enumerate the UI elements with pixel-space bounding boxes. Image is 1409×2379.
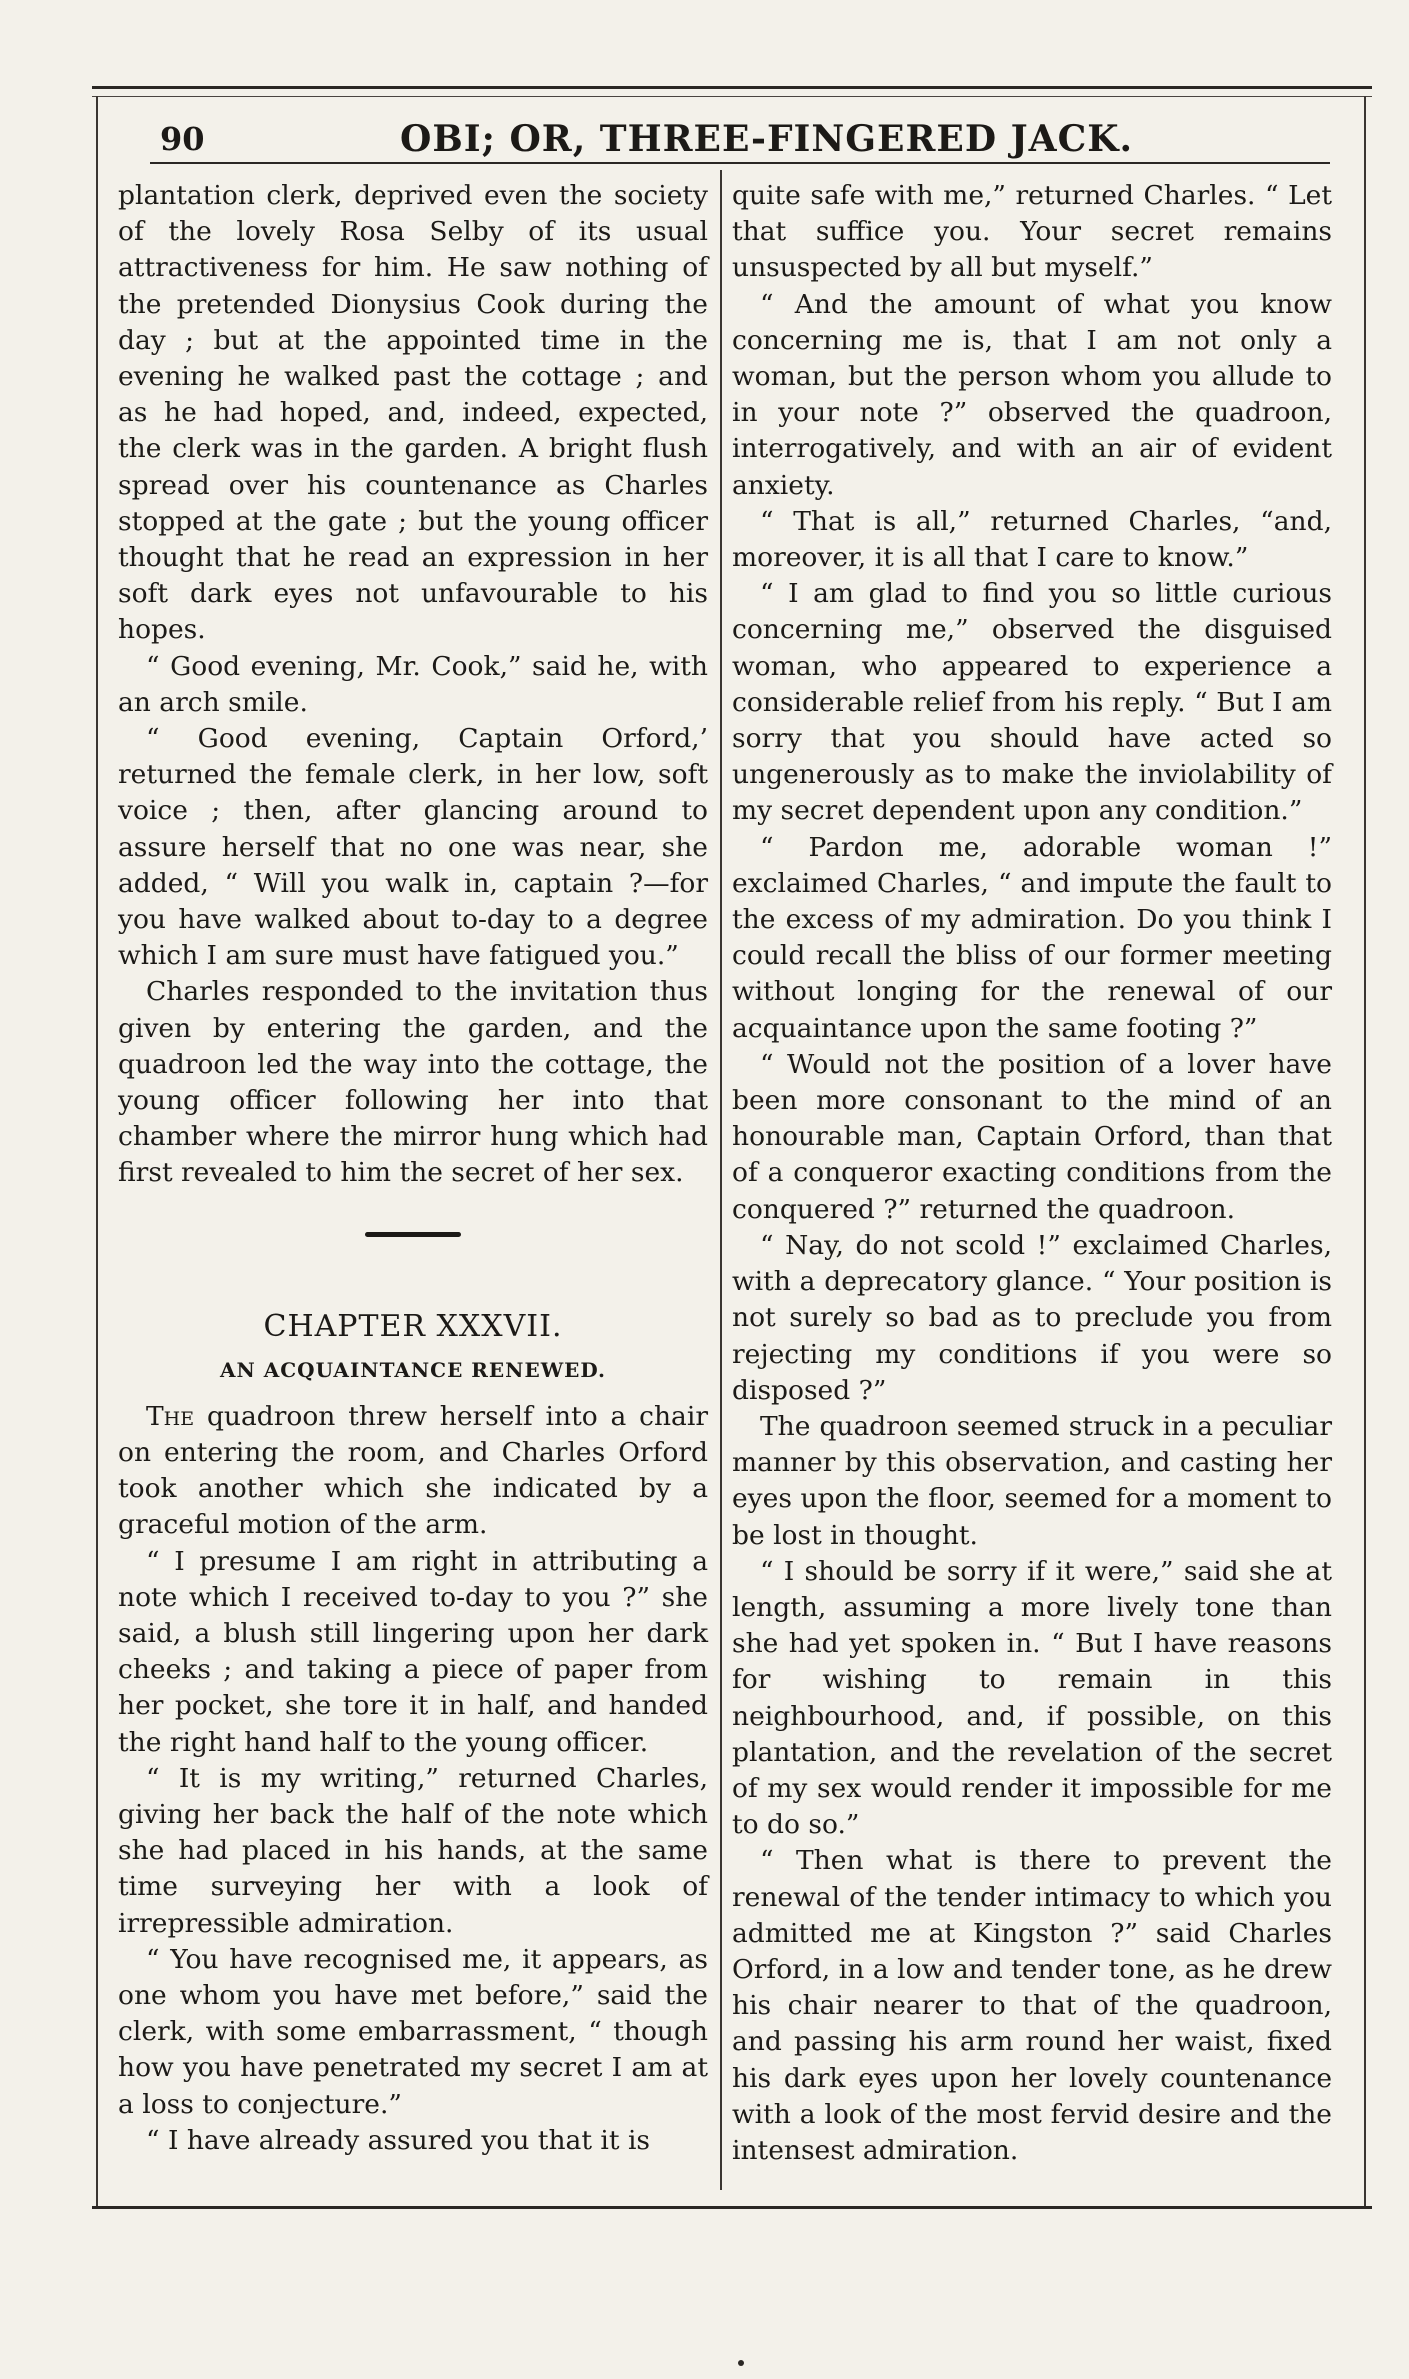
paragraph: “ I have already assured you that it is [146,2124,651,2156]
paragraph: “ I presume I am right in attributing a note which I received to-day to you ?” she said, a blush still lingering upon her dark cheeks ; and taking a piece of paper from her pocket, she tore it in half, and handed the right hand half to the young officer. [118,1545,708,1758]
paragraph: “ That is all,” returned Charles, “and, moreover, it is all that I care to know.” [732,505,1332,574]
paragraph: “ I am glad to find you so little curious concerning me,” observed the disguised woman, who appeared to experience a considerable relief from his reply. “ But I am sorry that you should have acted so ungenerously as to make the inviolability of my secret dependent upon any condition.” [732,578,1332,827]
opening-word: The [146,1400,195,1432]
paragraph: “ Then what is there to prevent the renewal of the tender intimacy to which you admitted me at Kingston ?” said Charles Orford, in a low and tender tone, as he drew his chair nearer to that of the quadroon, and passing his arm round her waist, fixed his dark eyes upon her lovely countenance with a look of the most fervid desire and the intensest admiration. [732,1845,1332,2166]
page-frame-bottom-rule [92,2206,1372,2209]
running-title: OBI; OR, THREE-FINGERED JACK. [400,118,1134,160]
page-frame-left-rule [96,96,98,2206]
paragraph: Charles responded to the invitation thus given by entering the garden, and the quadroon led the way into the cottage, the young officer following her into that chamber where the mirror hung which had first revealed to him the secret of her sex. [118,976,708,1189]
paragraph: “ Nay, do not scold !” exclaimed Charles, with a deprecatory glance. “ Your position is not surely so bad as to preclude you from rejecting my conditions if you were so disposed ?” [732,1229,1332,1406]
paragraph: plantation clerk, deprived even the society of the lovely Rosa Selby of its usual attractiveness for him. He saw nothing of the pretended Dionysius Cook during the day ; but at the appointed time in the evening he walked past the cottage ; and as he had hoped, and, indeed, expected, the clerk was in the garden. A bright flush spread over his countenance as Charles stopped at the gate ; but the young officer thought that he read an expression in her soft dark eyes not unfavourable to his hopes. [118,180,708,646]
page-frame-inner-rule [92,96,1372,97]
paragraph: “ Good evening, Captain Orford,’ returned the female clerk, in her low, soft voice ; then, after glancing around to assure herself that no one was near, she added, “ Will you walk in, captain ?—for you have walked about to-day to a degree which I am sure must have fatigued you.” [118,723,708,972]
paragraph: “ And the amount of what you know concerning me is, that I am not only a woman, but the person whom you allude to in your note ?” observed the quadroon, interrogatively, and with an air of evident anxiety. [732,288,1332,501]
chapter-heading [118,1232,708,1385]
paragraph: quite safe with me,” returned Charles. “ Let that suffice you. Your secret remains unsuspected by all but myself.” [732,180,1332,284]
right-column [732,178,1332,2169]
page-frame-right-rule [1364,96,1366,2206]
ink-speck [738,2360,744,2366]
column-divider [720,170,722,2190]
paragraph: “ Good evening, Mr. Cook,” said he, with an arch smile. [118,650,708,718]
paragraph: “ You have recognised me, it appears, as one whom you have met before,” said the clerk, with some embarrassment, “ though how you have penetrated my secret I am at a loss to conjecture.” [118,1943,708,2120]
chapter-subtitle: AN ACQUAINTANCE RENEWED. [219,1357,606,1382]
chapter-title: CHAPTER XXXVII. [263,1308,563,1344]
left-column [118,178,708,2159]
paragraph: The quadroon seemed struck in a peculiar manner by this observation, and casting her eyes upon the floor, seemed for a moment to be lost in thought. [732,1410,1332,1551]
opening-text: quadroon threw herself into a chair on entering the room, and Charles Orford took another which she indicated by a graceful motion of the arm. [118,1400,708,1541]
paragraph: “ It is my writing,” returned Charles, giving her back the half of the note which she had placed in his hands, at the same time surveying her with a look of irrepressible admiration. [118,1762,708,1939]
paragraph: “ Would not the position of a lover have been more consonant to the mind of an honourable man, Captain Orford, than that of a conqueror exacting conditions from the conquered ?” returned the quadroon. [732,1048,1332,1225]
page-header [150,116,1330,164]
paragraph: “ Pardon me, adorable woman !” exclaimed Charles, “ and impute the fault to the excess of my admiration. Do you think I could recall the bliss of our former meeting without longing for the renewal of our acquaintance upon the same footing ?” [732,831,1332,1044]
paragraph: “ I should be sorry if it were,” said she at length, assuming a more lively tone than she had yet spoken in. “ But I have reasons for wishing to remain in this neighbourhood, and, if possible, on this plantation, and the revelation of the secret of my sex would render it impossible for me to do so.” [732,1555,1332,1841]
ornament-rule [365,1232,461,1237]
page-number: 90 [160,120,205,158]
chapter-opening-paragraph [118,1399,708,1544]
